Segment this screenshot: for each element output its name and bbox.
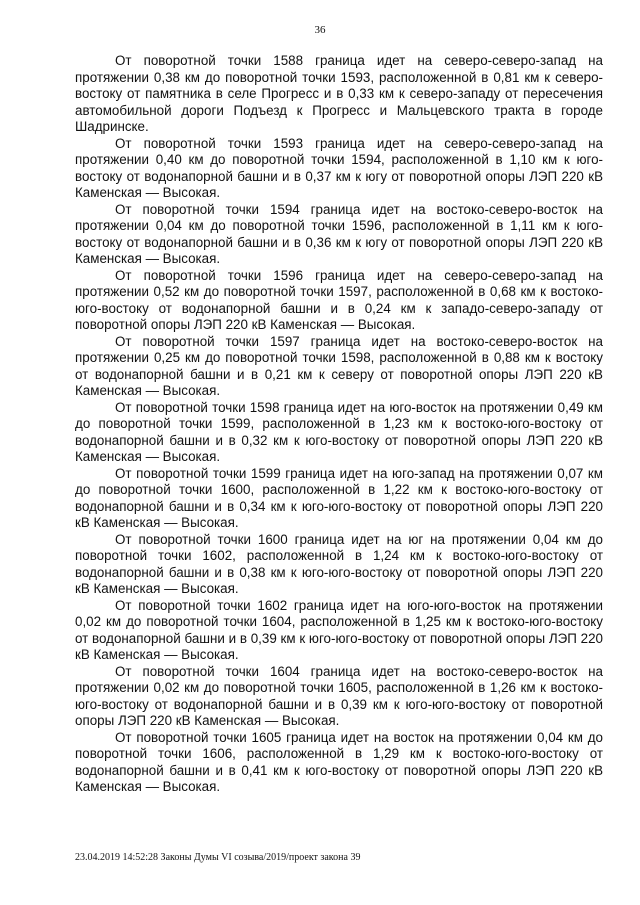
paragraph: От поворотной точки 1598 граница идет на юго-восток на протяжении 0,49 км до поворотной точки 1599, расположенной в 1,23 км к востоко-юго-востоку от водонапорной башни и в 0,32 км к юго-востоку от поворотной опоры ЛЭП 220 кВ Каменская — Высокая. (75, 399, 603, 464)
paragraph: От поворотной точки 1605 граница идет на восток на протяжении 0,04 км до поворотной точки 1606, расположенной в 1,29 км к востоко-юго-востоку от водонапорной башни и в 0,41 км к юго-востоку от поворотной опоры ЛЭП 220 кВ Каменская — Высокая. (75, 729, 603, 794)
paragraph: От поворотной точки 1588 граница идет на северо-северо-запад на протяжении 0,38 км до поворотной точки 1593, расположенной в 0,81 км к северо-востоку от памятника в селе Прогресс и в 0,33 км к северо-западу от пересечения автомобильной дороги Подъезд к Прогресс и Мальцевского тракта в городе Шадринске. (75, 53, 603, 134)
paragraph: От поворотной точки 1594 граница идет на востоко-северо-восток на протяжении 0,04 км до поворотной точки 1596, расположенной в 1,11 км к юго-востоку от водонапорной башни и в 0,36 км к югу от поворотной опоры ЛЭП 220 кВ Каменская — Высокая. (75, 201, 603, 266)
paragraph: От поворотной точки 1602 граница идет на юго-юго-восток на протяжении 0,02 км до поворотной точки 1604, расположенной в 1,25 км к востоко-юго-востоку от водонапорной башни и в 0,39 км к юго-юго-востоку от поворотной опоры ЛЭП 220 кВ Каменская — Высокая. (75, 597, 603, 662)
paragraph: От поворотной точки 1593 граница идет на северо-северо-запад на протяжении 0,40 км до поворотной точки 1594, расположенной в 1,10 км к юго-востоку от водонапорной башни и в 0,37 км к югу от поворотной опоры ЛЭП 220 кВ Каменская — Высокая. (75, 135, 603, 200)
document-footer: 23.04.2019 14:52:28 Законы Думы VI созыва/2019/проект закона 39 (75, 852, 361, 863)
paragraph: От поворотной точки 1596 граница идет на северо-северо-запад на протяжении 0,52 км до поворотной точки 1597, расположенной в 0,68 км к востоко-юго-востоку от водонапорной башни и в 0,24 км к западо-северо-западу от поворотной опоры ЛЭП 220 кВ Каменская — Высокая. (75, 267, 603, 332)
paragraph: От поворотной точки 1599 граница идет на юго-запад на протяжении 0,07 км до поворотной точки 1600, расположенной в 1,22 км к востоко-юго-востоку от водонапорной башни и в 0,34 км к юго-юго-востоку от поворотной опоры ЛЭП 220 кВ Каменская — Высокая. (75, 465, 603, 530)
page-number: 36 (314, 24, 326, 36)
paragraph: От поворотной точки 1604 граница идет на востоко-северо-восток на протяжении 0,02 км до поворотной точки 1605, расположенной в 1,26 км к востоко-юго-востоку от водонапорной башни и в 0,39 км к юго-юго-востоку от поворотной опоры ЛЭП 220 кВ Каменская — Высокая. (75, 663, 603, 728)
document-body (75, 53, 603, 796)
paragraph: От поворотной точки 1600 граница идет на юг на протяжении 0,04 км до поворотной точки 1602, расположенной в 1,24 км к востоко-юго-востоку от водонапорной башни и в 0,38 км к юго-юго-востоку от поворотной опоры ЛЭП 220 кВ Каменская — Высокая. (75, 531, 603, 596)
paragraph: От поворотной точки 1597 граница идет на востоко-северо-восток на протяжении 0,25 км до поворотной точки 1598, расположенной в 0,88 км к востоку от водонапорной башни и в 0,21 км к северу от поворотной опоры ЛЭП 220 кВ Каменская — Высокая. (75, 333, 603, 398)
